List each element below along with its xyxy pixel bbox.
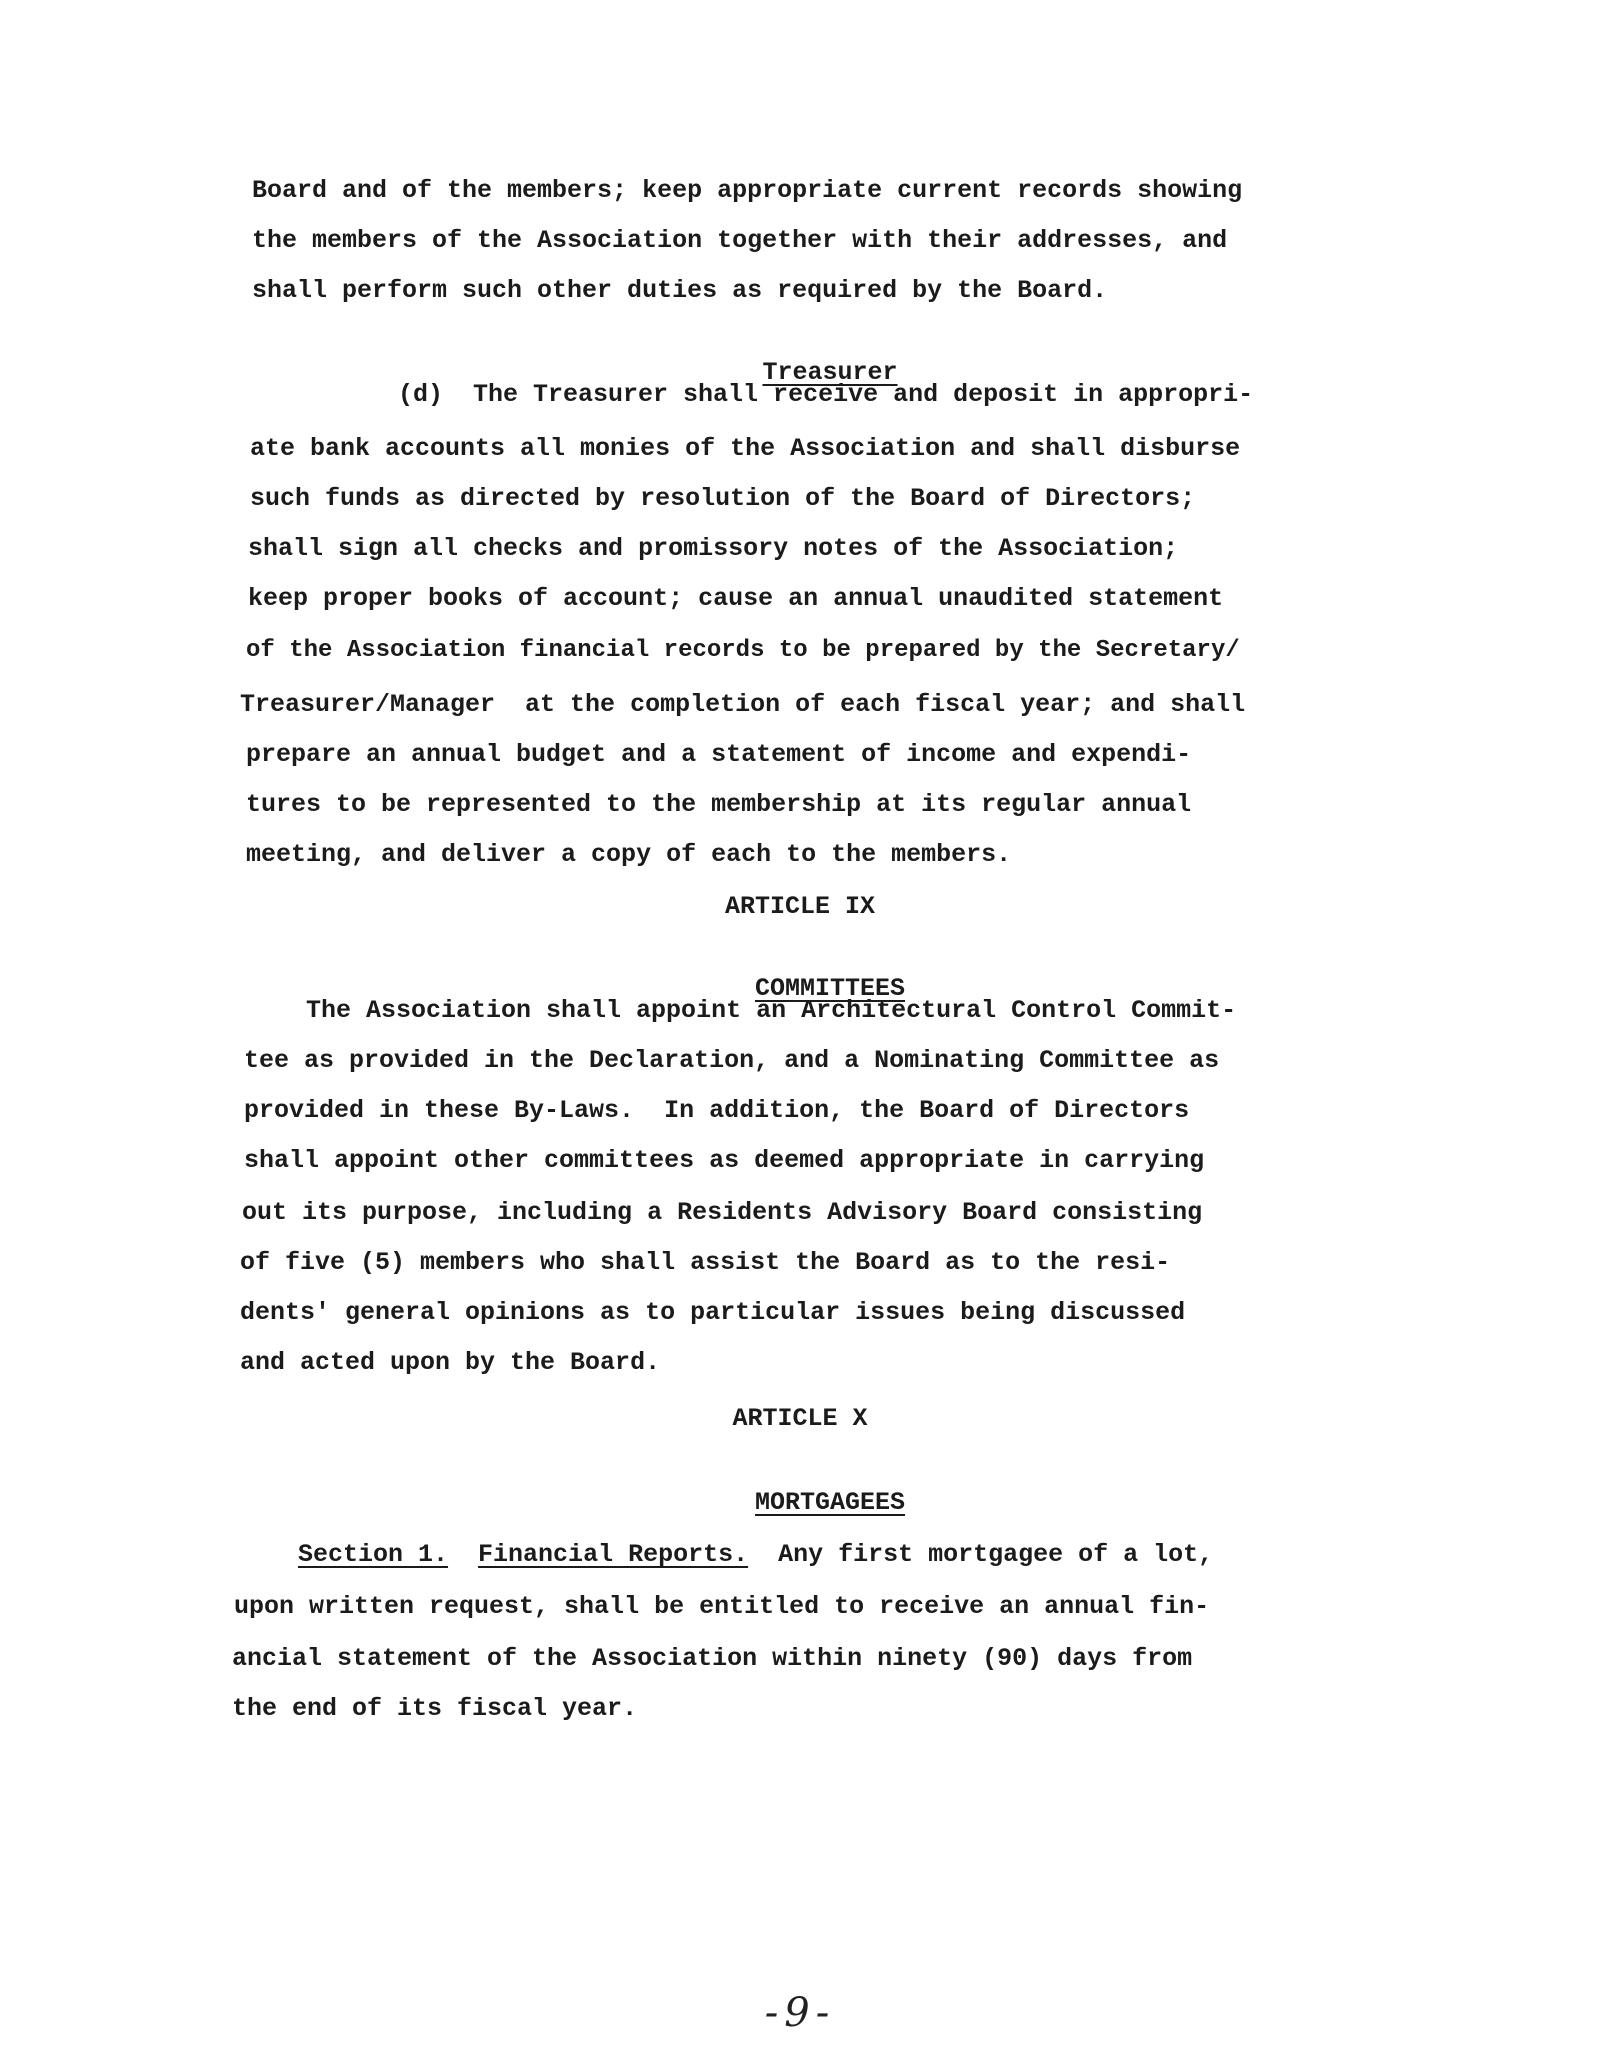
body-line: shall sign all checks and promissory notes of the Association; (248, 534, 1179, 563)
body-line: The Association shall appoint an Architectural Control Commit- (306, 996, 1237, 1025)
body-line: tee as provided in the Declaration, and a Nominating Committee as (244, 1046, 1220, 1075)
section-first-line (298, 1540, 1213, 1570)
body-line: (d) The Treasurer shall receive and deposit in appropri- (398, 380, 1254, 409)
article-number: ARTICLE X (732, 1404, 868, 1433)
committees-heading: COMMITTEES (754, 974, 906, 1003)
body-line: prepare an annual budget and a statement of income and expendi- (246, 740, 1192, 769)
body-line: of five (5) members who shall assist the Board as to the resi- (240, 1248, 1171, 1277)
body-line: upon written request, shall be entitled to receive an annual fin- (234, 1592, 1210, 1621)
body-line: shall perform such other duties as required by the Board. (252, 276, 1108, 305)
page-number: -9- (764, 1990, 836, 2036)
body-line: such funds as directed by resolution of the Board of Directors; (250, 484, 1196, 513)
body-line: tures to be represented to the membership at its regular annual (246, 790, 1192, 819)
body-line: the members of the Association together with their addresses, and (252, 226, 1228, 255)
body-line: of the Association financial records to be prepared by the Secretary/ (246, 637, 1240, 664)
section-first-line-rest: Any first mortgagee of a lot, (748, 1540, 1214, 1569)
section-title: Financial Reports. (478, 1540, 749, 1569)
mortgagees-heading: MORTGAGEES (754, 1488, 906, 1517)
body-line: keep proper books of account; cause an annual unaudited statement (248, 584, 1224, 613)
article-number: ARTICLE IX (724, 892, 876, 921)
body-line: Treasurer/Manager at the completion of each fiscal year; and shall (240, 690, 1246, 719)
body-line: provided in these By-Laws. In addition, the Board of Directors (244, 1096, 1190, 1125)
body-line: shall appoint other committees as deemed appropriate in carrying (244, 1146, 1205, 1175)
body-line: dents' general opinions as to particular issues being discussed (240, 1298, 1186, 1327)
body-line: meeting, and deliver a copy of each to the members. (246, 840, 1012, 869)
body-line: out its purpose, including a Residents Advisory Board consisting (242, 1198, 1203, 1227)
body-line: ate bank accounts all monies of the Association and shall disburse (250, 434, 1241, 463)
body-line: ancial statement of the Association within ninety (90) days from (232, 1644, 1193, 1673)
article-title (0, 1458, 1600, 1548)
treasurer-heading: Treasurer (762, 358, 898, 387)
body-line: Board and of the members; keep appropriate current records showing (252, 176, 1243, 205)
body-line: the end of its fiscal year. (232, 1694, 638, 1723)
body-line: and acted upon by the Board. (240, 1348, 661, 1377)
section-label: Section 1. (298, 1540, 449, 1569)
